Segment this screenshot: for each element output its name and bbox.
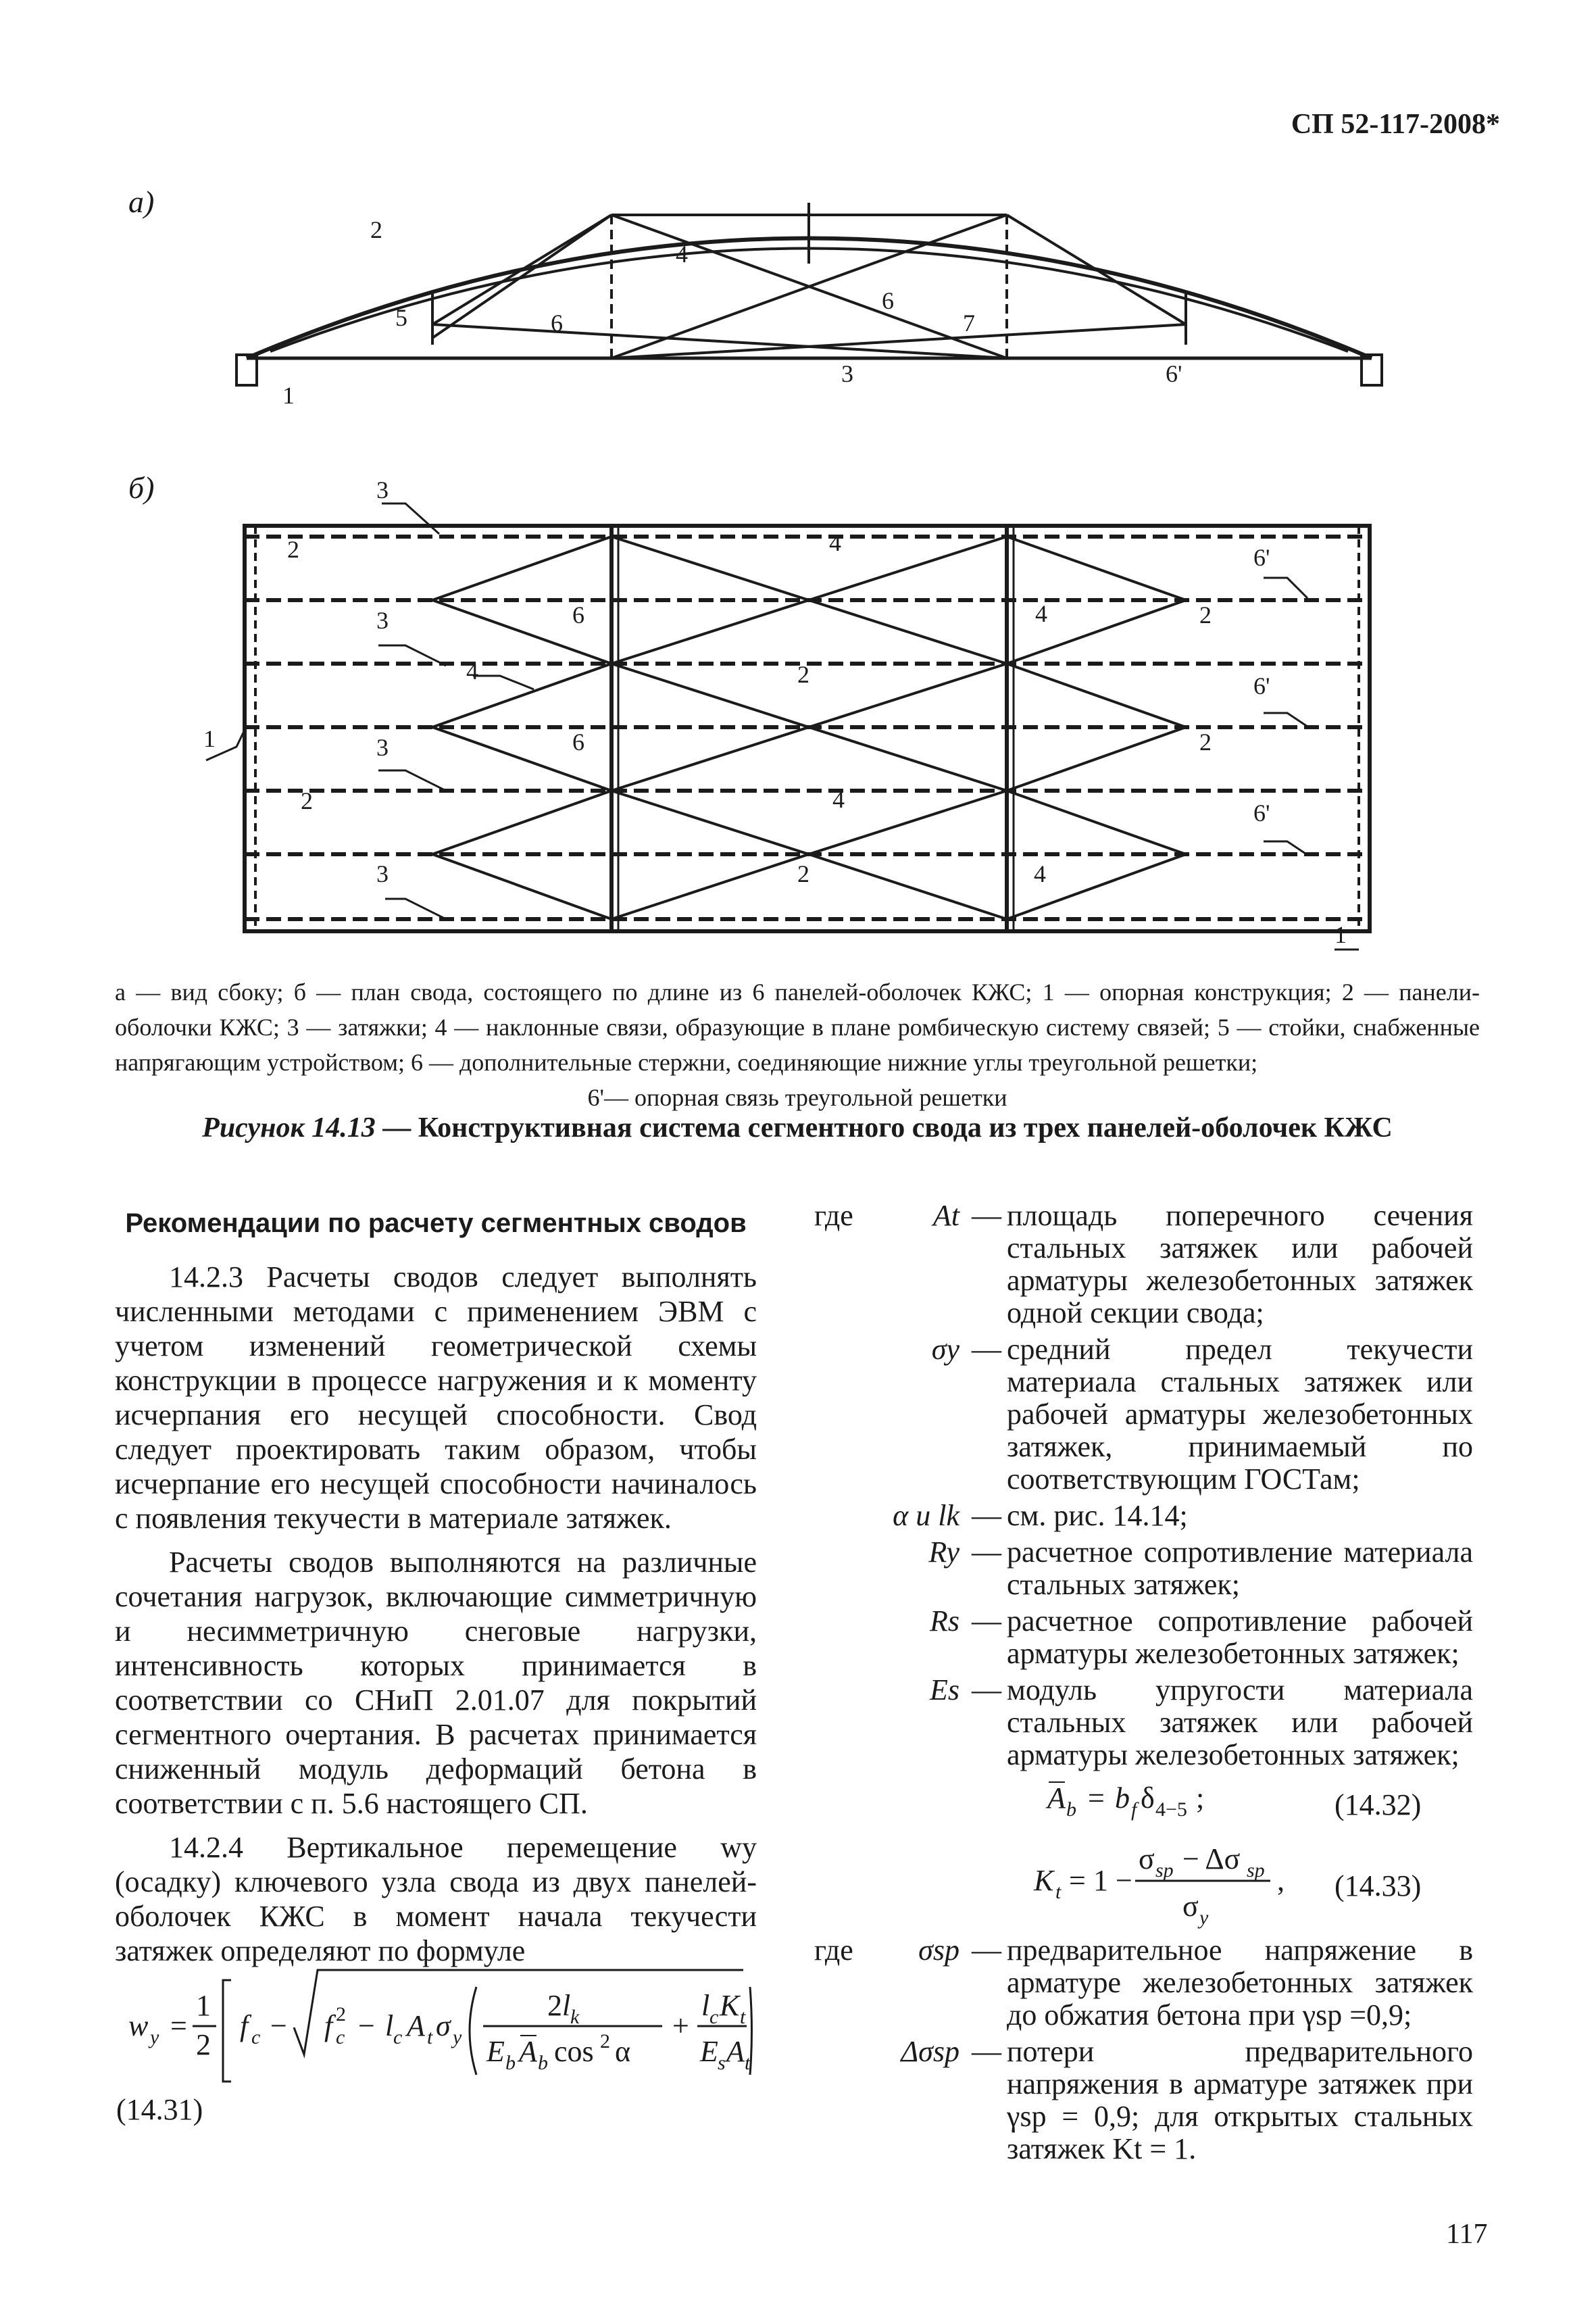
- symbol: Es: [930, 1673, 959, 1706]
- definition-row: σy — средний предел текучести материала стальных затяжек или рабочей арматуры железобетонных затяжек, принимаемый по соответствующим ГОСТам;: [814, 1333, 1473, 1500]
- svg-text:cos: cos: [554, 2035, 594, 2068]
- svg-text:A: A: [1047, 1781, 1066, 1815]
- section-heading: Рекомендации по расчету сегментных сводов: [125, 1208, 747, 1238]
- definition-text: расчетное сопротивление материала стальных затяжек;: [1007, 1535, 1473, 1601]
- svg-text:=: =: [1069, 1864, 1086, 1897]
- svg-text:l: l: [385, 2009, 394, 2042]
- callout-a-5: 5: [395, 304, 407, 331]
- formula-14-31-number: (14.31): [116, 2093, 203, 2126]
- callout-a-7: 7: [963, 310, 975, 337]
- svg-text:y: y: [453, 2026, 462, 2048]
- svg-text:,: ,: [1277, 1864, 1285, 1897]
- symbol: α и lk: [893, 1499, 959, 1532]
- callout-b-3d: 3: [376, 860, 389, 887]
- svg-text:t: t: [427, 2026, 433, 2048]
- svg-text:2: 2: [196, 2028, 211, 2061]
- definition-text: предварительное напряжение в арматуре железобетонных затяжек до обжатия бетона при γsp =0,9;: [1007, 1934, 1473, 2032]
- diagonal-3: [432, 215, 612, 324]
- svg-text:σ: σ: [436, 2009, 451, 2042]
- svg-text:4−5: 4−5: [1155, 1798, 1187, 1821]
- legend-line: оболочки КЖС; 3 — затяжки; 4 — наклонные связи, образующие в плане ромбическую систему связей; 5 — стойки,: [115, 1014, 1346, 1041]
- svg-text:c: c: [709, 2006, 719, 2028]
- svg-text:l: l: [701, 1989, 710, 2022]
- svg-text:α: α: [615, 2035, 631, 2068]
- legend-line: снабженные напрягающим устройством; 6 — дополнительные стержни, соединяющие нижние углы треугольной решетки;: [115, 1014, 1480, 1076]
- svg-text:2: 2: [600, 2030, 610, 2052]
- svg-text:2: 2: [547, 1989, 562, 2022]
- where-word: где: [814, 1934, 853, 1967]
- symbol: At: [932, 1199, 959, 1232]
- callout-b-4c: 4: [466, 658, 478, 685]
- diagonal-5: [1007, 215, 1186, 324]
- symbol: Δσsp: [901, 2035, 959, 2068]
- callout-b-4e: 4: [1034, 860, 1046, 887]
- svg-text:y: y: [150, 2026, 159, 2048]
- callout-b-6prime-3: 6': [1253, 799, 1270, 827]
- svg-text:δ: δ: [1141, 1781, 1155, 1815]
- svg-text:+: +: [672, 2009, 689, 2042]
- callout-b-6b: 6: [572, 729, 584, 756]
- svg-text:A: A: [726, 2035, 745, 2068]
- definition-row: где At — площадь поперечного сечения стальных затяжек или рабочей арматуры железобетонных затяжек одной секции свода;: [814, 1200, 1473, 1333]
- callout-b-2b: 2: [1199, 601, 1212, 629]
- paragraph-14-2-4: 14.2.4 Вертикальное перемещение wy (осадку) ключевого узла свода из двух панелей-оболочек КЖС в момент начала текучести затяжек определяют по формуле: [115, 1831, 757, 1967]
- callout-b-4d: 4: [832, 786, 845, 813]
- document-code: СП 52-117-2008*: [1291, 109, 1500, 140]
- svg-text:−: −: [270, 2009, 287, 2042]
- caption-number: Рисунок 14.13: [202, 1112, 376, 1143]
- caption-text: — Конструктивная система сегментного свода из трех панелей-оболочек КЖС: [375, 1112, 1393, 1143]
- callout-b-6prime-2: 6': [1253, 672, 1270, 699]
- svg-text:1: 1: [196, 1989, 211, 2022]
- svg-text:;: ;: [1196, 1781, 1205, 1815]
- svg-text:K: K: [720, 1989, 740, 2022]
- svg-text:f: f: [240, 2009, 249, 2042]
- callout-b-2d: 2: [1199, 729, 1212, 756]
- definitions-2: [814, 1934, 1490, 2169]
- callout-b-4b: 4: [1035, 600, 1047, 627]
- callout-a-6b: 6: [882, 287, 894, 314]
- symbol: Ry: [928, 1535, 959, 1569]
- svg-text:b: b: [1066, 1798, 1076, 1821]
- svg-text:t: t: [740, 2006, 746, 2028]
- callout-a-3: 3: [841, 360, 853, 387]
- formula-14-31: [115, 1960, 757, 2088]
- svg-text:sp: sp: [1247, 1859, 1265, 1881]
- svg-text:=: =: [1088, 1781, 1105, 1815]
- svg-text:b: b: [538, 2052, 548, 2074]
- definition-row: Es — модуль упругости материала стальных затяжек или рабочей арматуры железобетонных затяжек;: [814, 1674, 1473, 1775]
- svg-text:E: E: [487, 2035, 505, 2068]
- definition-row: α и lk — см. рис. 14.14;: [814, 1500, 1473, 1536]
- svg-text:sp: sp: [1155, 1859, 1174, 1881]
- svg-text:2: 2: [336, 2003, 346, 2025]
- figure-caption: [115, 1112, 1480, 1144]
- figure-legend: [115, 975, 1480, 1115]
- callout-a-6a: 6: [551, 310, 563, 337]
- definition-text: площадь поперечного сечения стальных затяжек или рабочей арматуры железобетонных затяжек одной секции свода;: [1007, 1199, 1473, 1329]
- symbol: σsp: [918, 1934, 959, 1967]
- svg-text:b: b: [1115, 1781, 1130, 1815]
- svg-text:b: b: [505, 2052, 516, 2074]
- svg-text:1 −: 1 −: [1093, 1864, 1132, 1897]
- diagonal-4: [432, 215, 612, 338]
- callout-b-1b: 1: [1335, 921, 1347, 948]
- definition-text: средний предел текучести материала стальных затяжек или рабочей арматуры железобетонных затяжек, принимаемый по соответствующим ГОСТам;: [1007, 1333, 1473, 1496]
- definition-text: потери предварительного напряжения в арматуре затяжек при γsp = 0,9; для открытых стальных затяжек Kt = 1.: [1007, 2035, 1473, 2165]
- svg-text:− Δσ: − Δσ: [1182, 1842, 1241, 1875]
- paragraph-14-2-3: 14.2.3 Расчеты сводов следует выполнять численными методами с применением ЭВМ с учетом изменений геометрической схемы конструкции в процессе нагружения и к моменту исчерпания его несущей способности. Свод следует проектировать таким образом, чтобы исчерпание его несущей способности начиналось с появления текучести в материале затяжек.: [115, 1260, 757, 1535]
- callout-b-6prime: 6': [1253, 544, 1270, 571]
- svg-text:E: E: [700, 2035, 718, 2068]
- definition-text: расчетное сопротивление рабочей арматуры железобетонных затяжек;: [1007, 1604, 1473, 1670]
- svg-text:f: f: [1131, 1798, 1137, 1821]
- callout-b-4: 4: [829, 529, 841, 556]
- callout-b-1: 1: [203, 725, 216, 752]
- svg-text:c: c: [336, 2026, 345, 2048]
- callout-a-4: 4: [676, 241, 688, 268]
- callout-a-6prime: 6': [1166, 360, 1182, 387]
- structural-figure: [0, 0, 1596, 973]
- svg-text:c: c: [393, 2026, 403, 2048]
- panel-b-label: б): [128, 470, 155, 505]
- svg-text:y: y: [1199, 1906, 1209, 1929]
- svg-text:=: =: [170, 2009, 187, 2042]
- definition-text: модуль упругости материала стальных затяжек или рабочей арматуры железобетонных затяжек;: [1007, 1673, 1473, 1771]
- legend-line: а — вид сбоку; б — план свода, состоящего по длине из 6 панелей-оболочек КЖС; 1 — опорная конструкция; 2 — панели-: [115, 979, 1480, 1006]
- right-column: [814, 1200, 1490, 1775]
- svg-text:σ: σ: [1182, 1890, 1199, 1923]
- eq-14-32-number: (14.32): [1335, 1788, 1422, 1821]
- callout-a-1: 1: [282, 382, 295, 409]
- callout-b-2: 2: [287, 536, 299, 563]
- panel-a-label: а): [128, 184, 155, 219]
- symbol: Rs: [930, 1604, 959, 1638]
- svg-text:l: l: [562, 1989, 571, 2022]
- svg-text:t: t: [745, 2052, 751, 2074]
- symbol: σy: [931, 1333, 959, 1366]
- svg-text:σ: σ: [1139, 1842, 1155, 1875]
- paragraph-loads: Расчеты сводов выполняются на различные сочетания нагрузок, включающие симметричную и несимметричную снеговые нагрузки, интенсивность которых принимается в соответствии со СНиП 2.01.07 для покрытий сегментного очертания. В расчетах принимается сниженный модуль деформаций бетона в соответствии с п. 5.6 настоящего СП.: [115, 1546, 757, 1820]
- definitions-table: [814, 1200, 1473, 1775]
- definition-row: где σsp — предварительное напряжение в арматуре железобетонных затяжек до обжатия бетона при γsp =0,9;: [814, 1934, 1473, 2036]
- callout-a-2: 2: [370, 216, 382, 243]
- callout-b-3c: 3: [376, 734, 389, 761]
- svg-text:K: K: [1034, 1864, 1054, 1897]
- svg-text:−: −: [358, 2009, 375, 2042]
- where-word: где: [814, 1199, 853, 1232]
- definition-row: Ry — расчетное сопротивление материала стальных затяжек;: [814, 1536, 1473, 1605]
- callout-b-6: 6: [572, 601, 584, 629]
- callout-b-3b: 3: [376, 607, 389, 634]
- legend-line: 6'— опорная связь треугольной решетки: [587, 1084, 1007, 1111]
- svg-text:f: f: [324, 2009, 333, 2042]
- svg-text:w: w: [128, 2009, 149, 2042]
- svg-text:s: s: [718, 2052, 726, 2074]
- eq-14-33-number: (14.33): [1335, 1869, 1422, 1902]
- page-number: 117: [1446, 2219, 1488, 2250]
- callout-b-3: 3: [376, 476, 389, 503]
- callout-b-2f: 2: [797, 860, 809, 887]
- svg-text:A: A: [519, 2035, 537, 2068]
- definition-row: Δσsp — потери предварительного напряжения в арматуре затяжек при γsp = 0,9; для открытых стальных затяжек Kt = 1.: [814, 2036, 1473, 2169]
- definition-text: см. рис. 14.14;: [1007, 1499, 1188, 1532]
- svg-text:t: t: [1055, 1881, 1062, 1903]
- svg-text:c: c: [251, 2026, 261, 2048]
- side-view-drawing: [236, 203, 1382, 385]
- callout-b-2c: 2: [797, 661, 809, 688]
- definition-row: Rs — расчетное сопротивление рабочей арматуры железобетонных затяжек;: [814, 1605, 1473, 1674]
- left-column: [115, 1206, 757, 1977]
- callout-b-2e: 2: [301, 787, 313, 814]
- svg-text:A: A: [407, 2009, 425, 2042]
- svg-text:k: k: [570, 2006, 580, 2028]
- definitions-table-2: [814, 1934, 1473, 2169]
